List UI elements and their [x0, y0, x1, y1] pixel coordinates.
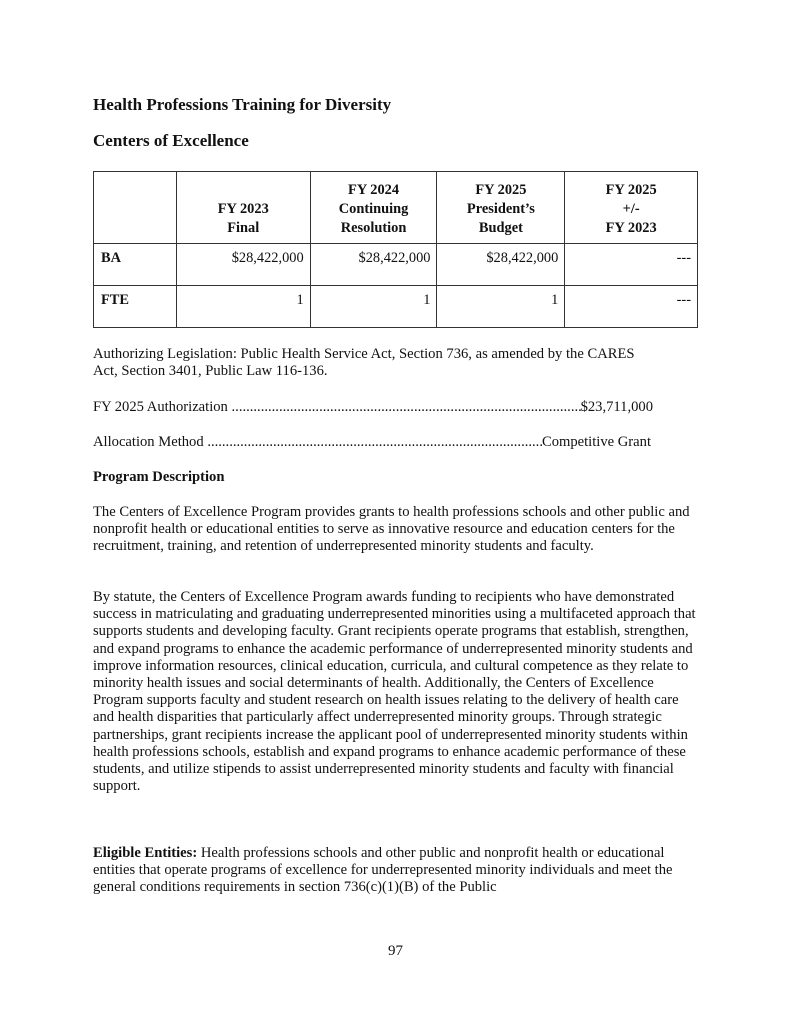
- table-cell: 1: [437, 286, 565, 328]
- header-line: Continuing: [338, 201, 409, 217]
- dot-leader: [228, 399, 581, 416]
- row-label-ba: BA: [94, 244, 177, 286]
- table-cell: $28,422,000: [437, 244, 565, 286]
- header-cell-fy2025-pb: [437, 172, 565, 244]
- header-cell-fy2023-final: [176, 172, 310, 244]
- authorization-label: FY 2025 Authorization: [93, 399, 228, 415]
- table-header-row: [94, 172, 698, 244]
- paragraph-eligible-entities: [93, 845, 693, 897]
- authorizing-legislation: Authorizing Legislation: Public Health Service Act, Section 736, as amended by the CARES Act, Section 3401, Public Law 116-136.: [93, 346, 635, 380]
- budget-table: [93, 171, 698, 328]
- subsection-title: Centers of Excellence: [93, 131, 249, 150]
- page-number: 97: [388, 943, 403, 959]
- row-label-fte: FTE: [94, 286, 177, 328]
- header-line: FY 2023: [217, 201, 269, 217]
- header-line: FY 2023: [605, 220, 657, 236]
- header-cell-fy2025-diff: [565, 172, 698, 244]
- table-cell: 1: [176, 286, 310, 328]
- paragraph-statute: By statute, the Centers of Excellence Program awards funding to recipients who have demonstrated success in matriculating and graduating underrepresented minorities using a multifaceted approach that supports students and developing faculty. Grant recipients operate programs that establish, strengthen, and expand programs to enhance the academic performance of underrepresented minority students and improve information resources, clinical education, curricula, and cultural competence as they relate to minority health issues and social determinants of health. Additionally, the Centers of Excellence Program supports faculty and student research on health issues relating to the delivery of health care and health disparities that particularly affect underrepresented minority groups. Through strategic partnerships, grant recipients increase the applicant pool of underrepresented minority students within health professions schools, establish and expand programs to enhance academic performance of these students, and utilize stipends to assist underrepresented minority students and faculty with financial support.: [93, 589, 696, 795]
- allocation-label: Allocation Method: [93, 434, 204, 450]
- table-row: [94, 286, 698, 328]
- table-row: [94, 244, 698, 286]
- header-line: Resolution: [340, 220, 407, 236]
- header-line: Budget: [478, 220, 523, 236]
- program-description-heading: Program Description: [93, 469, 225, 485]
- table-cell: $28,422,000: [310, 244, 437, 286]
- eligible-entities-text: Health professions schools and other public and nonprofit health or educational entities that operate programs of excellence for underrepresented minority individuals and meet the general conditions requirements in section 736(c)(1)(B) of the Public: [93, 845, 673, 896]
- eligible-entities-label: Eligible Entities:: [93, 845, 198, 861]
- header-line: Final: [227, 220, 260, 236]
- header-line: +/-: [622, 201, 640, 217]
- header-cell-fy2024-cr: [310, 172, 437, 244]
- header-line: FY 2025: [605, 182, 657, 198]
- paragraph-program-overview: The Centers of Excellence Program provides grants to health professions schools and other public and nonprofit health or educational entities to serve as innovative resource and education centers for the recruitment, training, and retention of underrepresented minority students and faculty.: [93, 504, 690, 555]
- table-cell: 1: [310, 286, 437, 328]
- header-cell-blank: [94, 172, 177, 244]
- dot-leader: [204, 434, 542, 451]
- table-cell: ---: [565, 286, 698, 328]
- allocation-line: [93, 434, 651, 451]
- section-title: Health Professions Training for Diversity: [93, 95, 392, 114]
- allocation-value: Competitive Grant: [541, 434, 651, 450]
- header-line: FY 2024: [348, 182, 400, 198]
- authorization-value: $23,711,000: [580, 399, 653, 415]
- header-line: FY 2025: [475, 182, 527, 198]
- table-cell: $28,422,000: [176, 244, 310, 286]
- authorization-line: [93, 399, 653, 416]
- table-cell: ---: [565, 244, 698, 286]
- header-line: President’s: [466, 201, 535, 217]
